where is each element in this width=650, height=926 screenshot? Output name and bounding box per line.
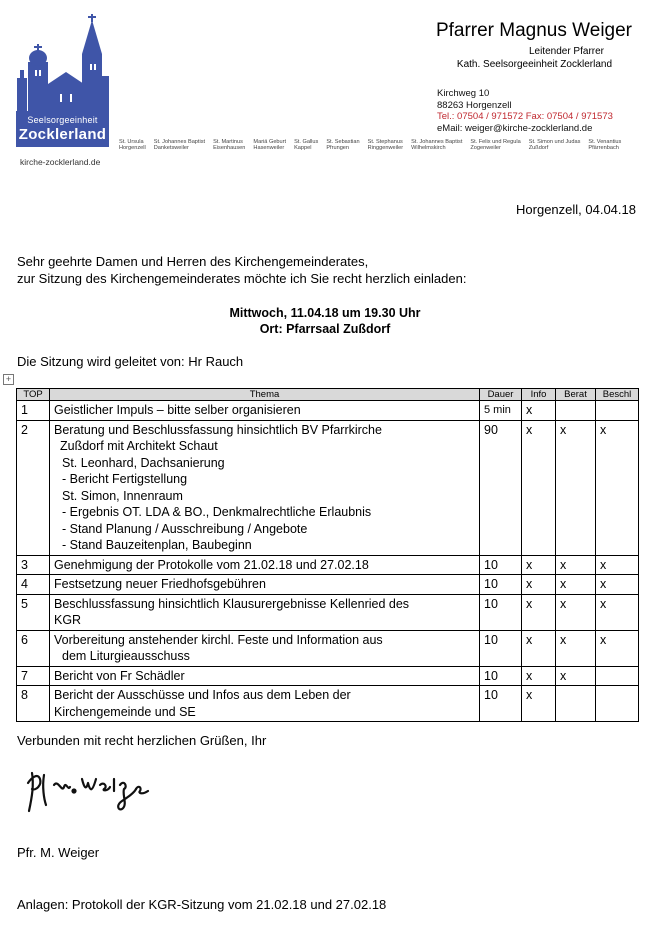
agenda-beschl: x <box>596 575 639 595</box>
sender-city: 88263 Horgenzell <box>437 99 512 111</box>
agenda-thema-line: Bericht von Fr Schädler <box>54 668 185 683</box>
col-header-top: TOP <box>17 389 50 401</box>
agenda-top: 4 <box>17 575 50 595</box>
parish-place: Zogenweiler <box>470 145 501 152</box>
agenda-dauer: 10 <box>480 686 522 722</box>
meeting-when: Mittwoch, 11.04.18 um 19.30 Uhr <box>229 306 421 320</box>
meeting-where: Ort: Pfarrsaal Zußdorf <box>259 322 391 336</box>
salutation-line2: zur Sitzung des Kirchengemeinderates möchte ich Sie recht herzlich einladen: <box>17 271 467 286</box>
parish-saint: St. Martinus <box>213 139 243 145</box>
agenda-info: x <box>522 686 556 722</box>
agenda-beschl <box>596 686 639 722</box>
agenda-berat <box>556 401 596 421</box>
agenda-top: 1 <box>17 401 50 421</box>
parish-saint: St. Ursula <box>119 139 144 145</box>
salutation-line1: Sehr geehrte Damen und Herren des Kirchengemeinderates, <box>17 254 369 269</box>
col-header-thema: Thema <box>50 389 480 401</box>
agenda-row <box>17 555 639 575</box>
parish-list <box>119 139 639 152</box>
agenda-thema-line: - Stand Planung / Ausschreibung / Angebote <box>62 521 308 536</box>
parish-saint: St. Sebastian <box>326 139 360 145</box>
agenda-top: 7 <box>17 666 50 686</box>
agenda-row <box>17 420 639 555</box>
parish-item <box>588 139 621 152</box>
agenda-thema <box>50 686 480 722</box>
sender-email[interactable]: eMail: weiger@kirche-zocklerland.de <box>437 122 593 134</box>
parish-item <box>368 139 403 152</box>
agenda-thema-line: Vorbereitung anstehender kirchl. Feste und Information aus <box>54 632 383 647</box>
agenda-info: x <box>522 594 556 630</box>
agenda-berat <box>556 686 596 722</box>
church-towers-icon <box>16 14 109 112</box>
parish-saint: St. Simon und Judas <box>528 139 581 145</box>
agenda-thema <box>50 555 480 575</box>
agenda-thema-line: Beratung und Beschlussfassung hinsichtlich BV Pfarrkirche <box>54 422 382 437</box>
signature-icon <box>24 765 154 820</box>
agenda-row <box>17 401 639 421</box>
agenda-beschl: x <box>596 630 639 666</box>
salutation <box>17 253 466 287</box>
parish-item <box>154 139 205 152</box>
col-header-beschl: Beschl <box>596 389 639 401</box>
sender-name: Pfarrer Magnus Weiger <box>435 20 632 41</box>
parish-saint: St. Venantius <box>588 139 622 145</box>
sender-role: Leitender Pfarrer <box>528 46 604 57</box>
parish-place: Pfrungen <box>326 145 350 152</box>
agenda-row <box>17 666 639 686</box>
sender-street: Kirchweg 10 <box>437 88 490 99</box>
parish-saint: St. Felix und Regula <box>470 139 521 145</box>
agenda-berat: x <box>556 420 596 555</box>
parish-item <box>326 139 359 152</box>
parish-place: Eisenhausen <box>213 145 246 152</box>
logo-line2: Zocklerland <box>18 126 107 143</box>
parish-place: Horgenzell <box>119 145 146 152</box>
agenda-thema-line: - Stand Bauzeitenplan, Baubeginn <box>62 538 252 552</box>
agenda-info: x <box>522 555 556 575</box>
agenda-thema-line: - Bericht Fertigstellung <box>62 472 188 486</box>
agenda-thema <box>50 401 480 421</box>
agenda-thema-line: Zußdorf mit Architekt Schaut <box>60 439 218 453</box>
closing-greeting: Verbunden mit recht herzlichen Grüßen, Ihr <box>17 733 267 748</box>
parish-saint: St. Stephanus <box>367 139 403 145</box>
agenda-row <box>17 630 639 666</box>
parish-logo <box>16 14 109 147</box>
agenda-row <box>17 575 639 595</box>
agenda-top: 5 <box>17 594 50 630</box>
sender-address <box>437 88 613 134</box>
agenda-info: x <box>522 420 556 555</box>
parish-saint: St. Johannes Baptist <box>153 139 206 145</box>
agenda-thema-line: Bericht der Ausschüsse und Infos aus dem Leben der <box>54 688 351 702</box>
parish-item <box>294 139 318 152</box>
agenda-info: x <box>522 401 556 421</box>
col-header-berat: Berat <box>556 389 596 401</box>
agenda-row <box>17 594 639 630</box>
parish-place: Danketsweiler <box>153 145 189 152</box>
agenda-thema-line: Geistlicher Impuls – bitte selber organisieren <box>54 403 301 417</box>
agenda-thema <box>50 594 480 630</box>
parish-item <box>470 139 520 152</box>
agenda-dauer: 10 <box>480 630 522 666</box>
agenda-beschl <box>596 666 639 686</box>
agenda-beschl: x <box>596 420 639 555</box>
parish-place: Zußdorf <box>528 145 549 152</box>
parish-saint: St. Gallus <box>294 139 319 145</box>
agenda-info: x <box>522 575 556 595</box>
parish-saint: Mariä Geburt <box>253 139 287 145</box>
agenda-thema-line: St. Leonhard, Dachsanierung <box>62 455 225 470</box>
agenda-berat: x <box>556 594 596 630</box>
agenda-berat: x <box>556 666 596 686</box>
meeting-lead: Die Sitzung wird geleitet von: Hr Rauch <box>17 354 244 369</box>
agenda-thema <box>50 420 480 555</box>
col-header-info: Info <box>522 389 556 401</box>
agenda-dauer: 90 <box>480 420 522 555</box>
parish-place: Hasenweiler <box>253 145 285 152</box>
agenda-berat: x <box>556 630 596 666</box>
agenda-beschl: x <box>596 594 639 630</box>
col-header-dauer: Dauer <box>480 389 522 401</box>
parish-item <box>213 139 245 152</box>
agenda-thema-line: Beschlussfassung hinsichtlich Klausurergebnisse Kellenried des <box>54 596 410 611</box>
parish-item <box>411 139 462 152</box>
table-move-handle-icon[interactable]: + <box>3 374 14 385</box>
agenda-thema-line: Festsetzung neuer Friedhofsgebühren <box>54 577 266 591</box>
agenda-top: 8 <box>17 686 50 722</box>
agenda-thema-line: KGR <box>54 613 82 627</box>
agenda-table <box>16 388 639 722</box>
agenda-top: 2 <box>17 420 50 555</box>
agenda-beschl <box>596 401 639 421</box>
agenda-row <box>17 686 639 722</box>
agenda-dauer: 5 min <box>480 401 522 421</box>
agenda-berat: x <box>556 555 596 575</box>
agenda-thema <box>50 630 480 666</box>
meeting-info <box>0 305 650 337</box>
agenda-berat: x <box>556 575 596 595</box>
parish-place: Kappel <box>294 145 312 152</box>
agenda-thema-line: dem Liturgieausschuss <box>62 649 190 663</box>
sender-phone: Tel.: 07504 / 971572 Fax: 07504 / 971573 <box>437 111 613 122</box>
agenda-header-row <box>17 389 639 401</box>
handwritten-signature <box>24 765 154 825</box>
agenda-thema-line: Genehmigung der Protokolle vom 21.02.18 und 27.02.18 <box>54 557 369 572</box>
agenda-beschl: x <box>596 555 639 575</box>
parish-place: Wilhelmskirch <box>411 145 446 152</box>
agenda-dauer: 10 <box>480 594 522 630</box>
parish-item <box>529 139 581 152</box>
signer-name: Pfr. M. Weiger <box>17 845 100 860</box>
agenda-dauer: 10 <box>480 666 522 686</box>
agenda-thema <box>50 575 480 595</box>
agenda-thema <box>50 666 480 686</box>
agenda-top: 3 <box>17 555 50 575</box>
parish-place: Ringgenweiler <box>367 145 404 152</box>
attachments-note: Anlagen: Protokoll der KGR-Sitzung vom 21.02.18 und 27.02.18 <box>17 897 387 912</box>
agenda-thema-line: St. Simon, Innenraum <box>62 488 183 503</box>
agenda-top: 6 <box>17 630 50 666</box>
parish-saint: St. Johannes Baptist <box>411 139 463 145</box>
parish-item <box>119 139 146 152</box>
letter-date: Horgenzell, 04.04.18 <box>516 202 636 217</box>
website-link[interactable]: kirche-zocklerland.de <box>20 157 101 167</box>
agenda-info: x <box>522 666 556 686</box>
agenda-thema-line: Kirchengemeinde und SE <box>54 704 196 719</box>
parish-item <box>253 139 286 152</box>
agenda-dauer: 10 <box>480 575 522 595</box>
sender-unit: Kath. Seelsorgeeinheit Zocklerland <box>456 59 612 70</box>
agenda-info: x <box>522 630 556 666</box>
agenda-dauer: 10 <box>480 555 522 575</box>
agenda-thema-line: - Ergebnis OT. LDA & BO., Denkmalrechtliche Erlaubnis <box>62 505 372 519</box>
parish-place: Pfärrenbach <box>588 145 619 152</box>
logo-banner <box>16 111 109 147</box>
logo-line1: Seelsorgeeinheit <box>27 115 98 125</box>
